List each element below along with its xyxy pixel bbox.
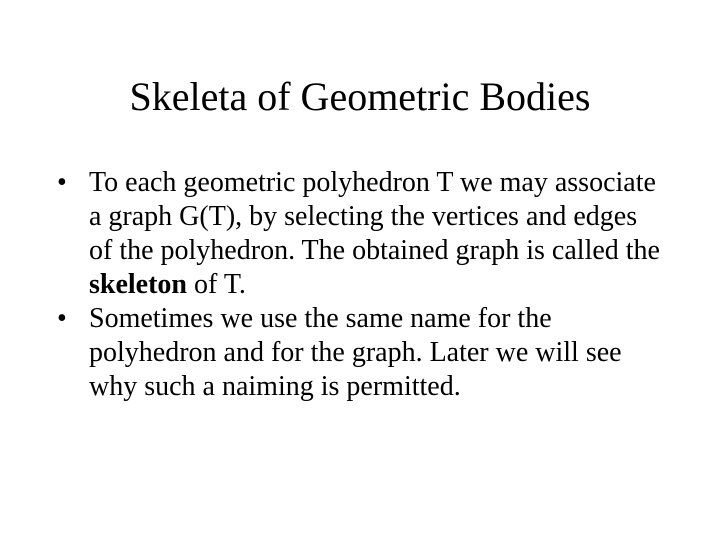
bullet-text-before: To each geometric polyhedron T we may associate a graph G(T), by selecting the vertices and edges of the polyhedron. The obtained graph is called the [89,167,660,266]
bullet-text-after: of T. [187,269,246,300]
bullet-bold-term: skeleton [89,269,187,300]
bullet-text: Sometimes we use the same name for the polyhedron and for the graph. Later we will see why such a naiming is permitted. [89,303,622,402]
bullet-marker: • [57,303,67,334]
bullet-item-skeleton-definition [57,166,667,302]
bullet-marker: • [57,167,67,198]
bullet-list [57,166,667,404]
bullet-item-naming [57,302,667,404]
slide-title: Skeleta of Geometric Bodies [129,74,591,119]
